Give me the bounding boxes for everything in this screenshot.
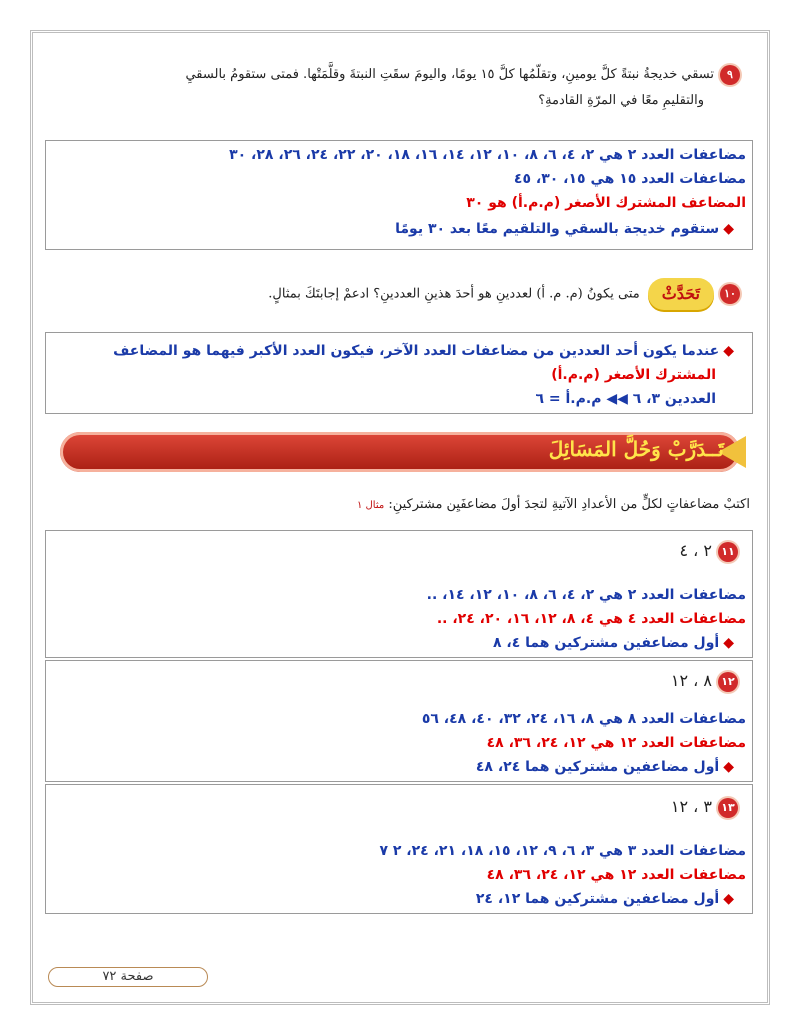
question-13-line-3-text: أول مضاعفين مشتركين هما ١٢، ٢٤ — [475, 891, 720, 907]
answer-10-line-1 — [113, 341, 734, 361]
diamond-icon: ◆ — [723, 891, 734, 907]
diamond-icon: ◆ — [723, 343, 734, 359]
question-11-title — [679, 541, 738, 562]
question-12-line-2: مضاعفات العدد ١٢ هي ١٢، ٢٤، ٣٦، ٤٨ — [486, 735, 746, 751]
question-number-12: ١٢ — [718, 672, 738, 692]
question-number-11: ١١ — [718, 542, 738, 562]
question-10 — [268, 278, 740, 310]
question-13-numbers: ٣ ، ١٢ — [670, 797, 712, 816]
question-9-line-2: والتقليمِ معًا في المرّةِ القادمةِ؟ — [538, 93, 704, 108]
question-11-line-3-text: أول مضاعفين مشتركين هما ٤، ٨ — [492, 635, 720, 651]
diamond-icon: ◆ — [723, 221, 734, 237]
question-number-9: ٩ — [720, 65, 740, 85]
answer-9-box — [45, 140, 753, 250]
question-12-line-3-text: أول مضاعفين مشتركين هما ٢٤، ٤٨ — [475, 759, 720, 775]
answer-9-line-2: مضاعفات العدد ١٥ هي ١٥، ٣٠، ٤٥ — [513, 171, 746, 187]
exercise-instruction — [357, 492, 750, 519]
question-11-line-1: مضاعفات العدد ٢ هي ٢، ٤، ٦، ٨، ١٠، ١٢، ١٤، .. — [426, 587, 746, 603]
answer-9-line-4 — [395, 219, 734, 239]
question-11-numbers: ٢ ، ٤ — [679, 541, 712, 560]
question-12-line-1: مضاعفات العدد ٨ هي ٨، ١٦، ٢٤، ٣٢، ٤٠، ٤٨، ٥٦ — [421, 711, 746, 727]
diamond-icon: ◆ — [723, 759, 734, 775]
question-9 — [50, 62, 740, 114]
answer-9-line-1: مضاعفات العدد ٢ هي ٢، ٤، ٦، ٨، ١٠، ١٢، ١٤، ١٦، ١٨، ٢٠، ٢٢، ٢٤، ٢٦، ٢٨، ٣٠ — [229, 147, 746, 163]
question-number-13: ١٣ — [718, 798, 738, 818]
question-13-line-2: مضاعفات العدد ١٢ هي ١٢، ٢٤، ٣٦، ٤٨ — [486, 867, 746, 883]
page-number: صفحة ٧٢ — [48, 967, 208, 987]
instruction-text: اكتبْ مضاعفاتٍ لكلٍّ من الأعدادِ الآتيةِ لتجدَ أولَ مضاعفَيِن مشتركينِ: — [388, 497, 750, 512]
question-number-10: ١٠ — [720, 284, 740, 304]
question-12-numbers: ٨ ، ١٢ — [670, 671, 712, 690]
answer-10-box — [45, 332, 753, 414]
question-11-box — [45, 530, 753, 658]
section-banner-title: تَــدَرَّبْ وَحُلَّ المَسَائِلَ — [548, 437, 724, 461]
diamond-icon: ◆ — [723, 635, 734, 651]
question-13-line-3 — [476, 889, 734, 909]
question-10-text: متى يكونُ (م. م. أ) لعددينِ هو أحدَ هذينِ العددينِ؟ ادعمْ إجابتَكَ بمثالٍ. — [268, 286, 640, 302]
question-12-title — [671, 671, 738, 692]
question-12-box — [45, 660, 753, 782]
talk-badge: تَحَدَّثْ — [648, 278, 714, 310]
question-11-line-3 — [493, 633, 734, 653]
example-reference: مثال ١ — [356, 500, 385, 511]
question-9-line-1: تسقي خديجةُ نبتةً كلَّ يومينِ، وتقلّمُها كلَّ ١٥ يومًا، واليومَ سقَتِ النبتةَ وقلَّمَتْها. فمتى ستقومُ بالسقيِ — [185, 67, 714, 82]
answer-10-line-2: المشترك الأصغر (م.م.أ) — [551, 367, 716, 383]
question-11-line-2: مضاعفات العدد ٤ هي ٤، ٨، ١٢، ١٦، ٢٠، ٢٤، .. — [436, 611, 746, 627]
question-13-title — [671, 797, 738, 818]
question-13-box — [45, 784, 753, 914]
answer-9-line-3: المضاعف المشترك الأصغر (م.م.أ) هو ٣٠ — [466, 195, 746, 211]
question-13-line-1: مضاعفات العدد ٣ هي ٣، ٦، ٩، ١٢، ١٥، ١٨، ٢١، ٢٤، ٢ ٧ — [379, 843, 746, 859]
answer-9-line-4-text: ستقوم خديجة بالسقي والتلقيم معًا بعد ٣٠ يومًا — [395, 221, 720, 237]
question-12-line-3 — [476, 757, 734, 777]
answer-10-line-1-text: عندما يكون أحد العددين من مضاعفات العدد الآخر، فيكون العدد الأكبر فيهما هو المضاعف — [113, 343, 720, 359]
answer-10-line-3: العددين ٣، ٦ ◀◀ م.م.أ = ٦ — [535, 391, 716, 407]
